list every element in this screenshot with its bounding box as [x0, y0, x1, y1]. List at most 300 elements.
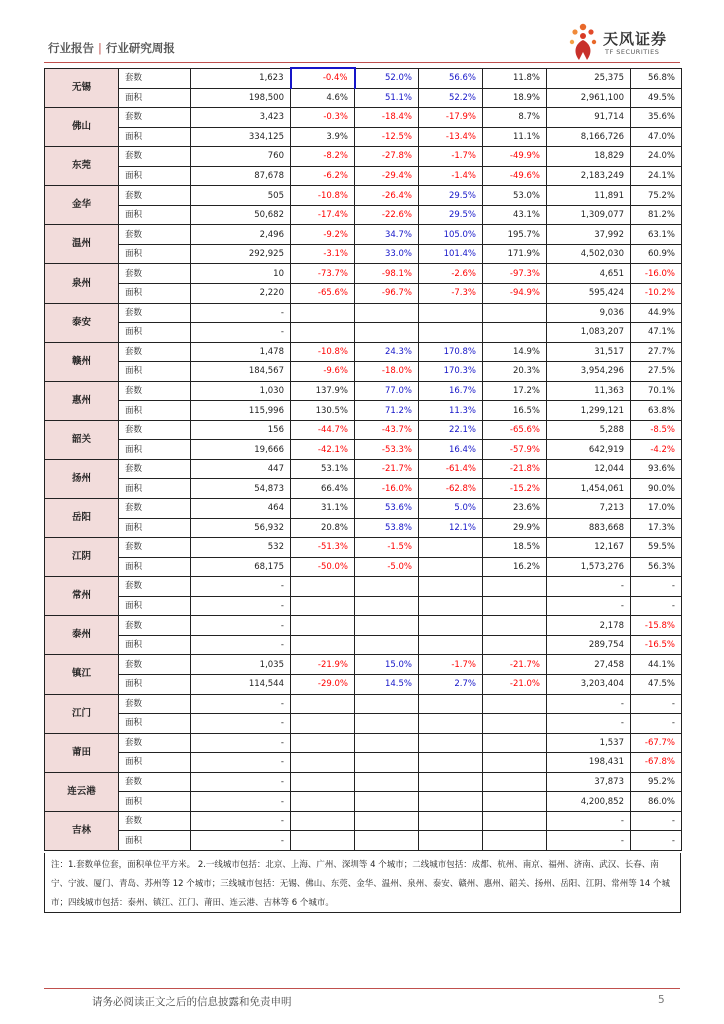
value-cell: 16.2% — [483, 557, 547, 577]
value-cell — [483, 577, 547, 597]
value-cell: 10 — [191, 264, 291, 284]
value-cell: - — [631, 577, 682, 597]
value-cell — [419, 714, 483, 734]
value-cell: 95.2% — [631, 772, 682, 792]
value-cell — [419, 811, 483, 831]
breadcrumb-separator: | — [98, 41, 102, 55]
table-row — [45, 225, 682, 245]
value-cell: 70.1% — [631, 381, 682, 401]
value-cell: -21.0% — [483, 674, 547, 694]
value-cell: 1,537 — [547, 733, 631, 753]
value-cell: 53.0% — [483, 186, 547, 206]
value-cell: 31,517 — [547, 342, 631, 362]
city-name-cell: 泉州 — [45, 264, 119, 303]
metric-label-cell: 面积 — [119, 127, 191, 147]
value-cell: -65.6% — [483, 420, 547, 440]
value-cell: -67.7% — [631, 733, 682, 753]
value-cell: 27,458 — [547, 655, 631, 675]
value-cell: -3.1% — [291, 244, 355, 264]
value-cell: -42.1% — [291, 440, 355, 460]
metric-label-cell: 面积 — [119, 518, 191, 538]
value-cell: -97.3% — [483, 264, 547, 284]
value-cell: -12.5% — [355, 127, 419, 147]
value-cell: -1.7% — [419, 147, 483, 167]
metric-label-cell: 套数 — [119, 459, 191, 479]
value-cell: - — [631, 831, 682, 851]
metric-label-cell: 面积 — [119, 557, 191, 577]
value-cell: -21.8% — [483, 459, 547, 479]
value-cell: -29.4% — [355, 166, 419, 186]
table-row — [45, 147, 682, 167]
value-cell: -21.7% — [483, 655, 547, 675]
city-name-cell: 常州 — [45, 577, 119, 616]
value-cell: -57.9% — [483, 440, 547, 460]
value-cell: 447 — [191, 459, 291, 479]
value-cell: 2,178 — [547, 616, 631, 636]
value-cell: -96.7% — [355, 284, 419, 304]
value-cell: - — [191, 733, 291, 753]
value-cell — [483, 596, 547, 616]
metric-label-cell: 面积 — [119, 362, 191, 382]
value-cell — [419, 577, 483, 597]
value-cell — [483, 635, 547, 655]
value-cell: 105.0% — [419, 225, 483, 245]
value-cell: 27.7% — [631, 342, 682, 362]
value-cell: -27.8% — [355, 147, 419, 167]
value-cell: -16.0% — [631, 264, 682, 284]
value-cell — [483, 811, 547, 831]
value-cell: - — [191, 323, 291, 343]
value-cell: 16.4% — [419, 440, 483, 460]
value-cell: - — [191, 577, 291, 597]
value-cell — [419, 753, 483, 773]
table-row — [45, 714, 682, 734]
value-cell: 171.9% — [483, 244, 547, 264]
value-cell — [483, 753, 547, 773]
value-cell: -26.4% — [355, 186, 419, 206]
value-cell: -10.2% — [631, 284, 682, 304]
value-cell: 77.0% — [355, 381, 419, 401]
value-cell — [355, 577, 419, 597]
value-cell: - — [631, 811, 682, 831]
value-cell: 2.7% — [419, 674, 483, 694]
value-cell: 11.3% — [419, 401, 483, 421]
value-cell: 29.5% — [419, 205, 483, 225]
metric-label-cell: 面积 — [119, 323, 191, 343]
value-cell: -98.1% — [355, 264, 419, 284]
value-cell: 114,544 — [191, 674, 291, 694]
disclaimer-text: 请务必阅读正文之后的信息披露和免责申明 — [92, 996, 292, 1008]
value-cell: -13.4% — [419, 127, 483, 147]
value-cell: 37,873 — [547, 772, 631, 792]
city-name-cell: 扬州 — [45, 459, 119, 498]
value-cell: - — [191, 635, 291, 655]
value-cell — [419, 831, 483, 851]
logo-flame-icon — [565, 22, 601, 62]
value-cell: 9,036 — [547, 303, 631, 323]
metric-label-cell: 套数 — [119, 811, 191, 831]
value-cell: -9.6% — [291, 362, 355, 382]
value-cell — [355, 811, 419, 831]
value-cell: 68,175 — [191, 557, 291, 577]
value-cell — [291, 792, 355, 812]
table-row — [45, 831, 682, 851]
table-row — [45, 108, 682, 128]
report-subtype: 行业研究周报 — [105, 41, 175, 55]
value-cell: - — [547, 694, 631, 714]
value-cell — [291, 303, 355, 323]
value-cell: - — [191, 753, 291, 773]
city-name-cell: 佛山 — [45, 108, 119, 147]
value-cell: 56,932 — [191, 518, 291, 538]
metric-label-cell: 套数 — [119, 577, 191, 597]
value-cell — [291, 714, 355, 734]
city-name-cell: 泰安 — [45, 303, 119, 342]
table-row — [45, 792, 682, 812]
value-cell: -21.9% — [291, 655, 355, 675]
value-cell: 2,220 — [191, 284, 291, 304]
value-cell: -2.6% — [419, 264, 483, 284]
value-cell — [419, 323, 483, 343]
value-cell: 18.9% — [483, 88, 547, 108]
table-row — [45, 694, 682, 714]
value-cell: 71.2% — [355, 401, 419, 421]
metric-label-cell: 套数 — [119, 381, 191, 401]
value-cell: - — [191, 811, 291, 831]
value-cell: 24.0% — [631, 147, 682, 167]
value-cell: 86.0% — [631, 792, 682, 812]
value-cell — [483, 323, 547, 343]
table-row — [45, 518, 682, 538]
value-cell: 12,167 — [547, 538, 631, 558]
value-cell — [419, 538, 483, 558]
value-cell — [291, 323, 355, 343]
table-row — [45, 577, 682, 597]
value-cell: -65.6% — [291, 284, 355, 304]
table-row — [45, 303, 682, 323]
metric-label-cell: 套数 — [119, 264, 191, 284]
value-cell: -15.8% — [631, 616, 682, 636]
value-cell: -73.7% — [291, 264, 355, 284]
value-cell — [355, 831, 419, 851]
value-cell: 18,829 — [547, 147, 631, 167]
metric-label-cell: 套数 — [119, 342, 191, 362]
city-name-cell: 惠州 — [45, 381, 119, 420]
value-cell: -18.0% — [355, 362, 419, 382]
table-row — [45, 538, 682, 558]
metric-label-cell: 面积 — [119, 205, 191, 225]
value-cell: 56.6% — [419, 68, 483, 88]
value-cell: -61.4% — [419, 459, 483, 479]
value-cell: 156 — [191, 420, 291, 440]
table-row — [45, 284, 682, 304]
value-cell — [355, 616, 419, 636]
value-cell: 56.8% — [631, 68, 682, 88]
metric-label-cell: 套数 — [119, 420, 191, 440]
metric-label-cell: 面积 — [119, 831, 191, 851]
value-cell: 12.1% — [419, 518, 483, 538]
table-row — [45, 205, 682, 225]
value-cell — [483, 714, 547, 734]
value-cell: 35.6% — [631, 108, 682, 128]
metric-label-cell: 面积 — [119, 753, 191, 773]
metric-label-cell: 面积 — [119, 792, 191, 812]
value-cell: - — [191, 772, 291, 792]
value-cell: 31.1% — [291, 499, 355, 519]
value-cell: - — [191, 714, 291, 734]
value-cell: 17.2% — [483, 381, 547, 401]
value-cell — [483, 303, 547, 323]
value-cell: -15.2% — [483, 479, 547, 499]
value-cell: 1,454,061 — [547, 479, 631, 499]
value-cell: 8.7% — [483, 108, 547, 128]
metric-label-cell: 套数 — [119, 694, 191, 714]
value-cell: - — [631, 714, 682, 734]
value-cell: 334,125 — [191, 127, 291, 147]
value-cell: 198,500 — [191, 88, 291, 108]
value-cell: -29.0% — [291, 674, 355, 694]
company-logo — [565, 22, 685, 62]
table-row — [45, 401, 682, 421]
city-name-cell: 韶关 — [45, 420, 119, 459]
value-cell — [419, 694, 483, 714]
value-cell: -1.7% — [419, 655, 483, 675]
value-cell: 66.4% — [291, 479, 355, 499]
value-cell: 5,288 — [547, 420, 631, 440]
metric-label-cell: 套数 — [119, 772, 191, 792]
value-cell — [419, 557, 483, 577]
value-cell: 29.5% — [419, 186, 483, 206]
metric-label-cell: 面积 — [119, 88, 191, 108]
value-cell: 24.1% — [631, 166, 682, 186]
value-cell — [291, 577, 355, 597]
value-cell — [291, 772, 355, 792]
breadcrumb — [48, 40, 175, 56]
value-cell: 53.8% — [355, 518, 419, 538]
value-cell — [483, 616, 547, 636]
value-cell — [419, 635, 483, 655]
value-cell: 14.5% — [355, 674, 419, 694]
value-cell: -50.0% — [291, 557, 355, 577]
value-cell: - — [631, 694, 682, 714]
metric-label-cell: 面积 — [119, 284, 191, 304]
header-divider — [44, 62, 680, 63]
table-row — [45, 459, 682, 479]
value-cell: - — [191, 596, 291, 616]
table-row — [45, 127, 682, 147]
value-cell: 595,424 — [547, 284, 631, 304]
metric-label-cell: 套数 — [119, 616, 191, 636]
value-cell: -6.2% — [291, 166, 355, 186]
value-cell: 14.9% — [483, 342, 547, 362]
value-cell: 47.1% — [631, 323, 682, 343]
value-cell: 1,030 — [191, 381, 291, 401]
value-cell: 101.4% — [419, 244, 483, 264]
value-cell: -62.8% — [419, 479, 483, 499]
table-row — [45, 88, 682, 108]
table-row — [45, 753, 682, 773]
value-cell: -9.2% — [291, 225, 355, 245]
value-cell — [355, 635, 419, 655]
table-row — [45, 772, 682, 792]
page-number: 5 — [658, 994, 665, 1006]
city-name-cell: 连云港 — [45, 772, 119, 811]
value-cell — [483, 694, 547, 714]
value-cell: 7,213 — [547, 499, 631, 519]
value-cell: 50,682 — [191, 205, 291, 225]
value-cell: 24.3% — [355, 342, 419, 362]
value-cell: 91,714 — [547, 108, 631, 128]
metric-label-cell: 面积 — [119, 635, 191, 655]
city-name-cell: 泰州 — [45, 616, 119, 655]
value-cell: - — [191, 792, 291, 812]
value-cell: 2,961,100 — [547, 88, 631, 108]
value-cell: 54,873 — [191, 479, 291, 499]
value-cell: 44.1% — [631, 655, 682, 675]
value-cell: 11,363 — [547, 381, 631, 401]
metric-label-cell: 面积 — [119, 714, 191, 734]
value-cell — [419, 772, 483, 792]
metric-label-cell: 面积 — [119, 401, 191, 421]
value-cell: 51.1% — [355, 88, 419, 108]
value-cell: - — [191, 303, 291, 323]
table-row — [45, 264, 682, 284]
value-cell: - — [547, 831, 631, 851]
value-cell: 44.9% — [631, 303, 682, 323]
table-row — [45, 596, 682, 616]
value-cell — [355, 596, 419, 616]
value-cell: -8.5% — [631, 420, 682, 440]
city-name-cell: 金华 — [45, 186, 119, 225]
value-cell: 1,478 — [191, 342, 291, 362]
metric-label-cell: 套数 — [119, 225, 191, 245]
table-row — [45, 68, 682, 88]
table-row — [45, 733, 682, 753]
value-cell: 63.8% — [631, 401, 682, 421]
city-sales-table — [44, 67, 682, 851]
value-cell: 60.9% — [631, 244, 682, 264]
value-cell: 75.2% — [631, 186, 682, 206]
value-cell: 59.5% — [631, 538, 682, 558]
value-cell: 16.7% — [419, 381, 483, 401]
value-cell: 16.5% — [483, 401, 547, 421]
logo-text: 天风证券 — [603, 30, 668, 48]
table-row — [45, 362, 682, 382]
metric-label-cell: 套数 — [119, 499, 191, 519]
metric-label-cell: 面积 — [119, 674, 191, 694]
metric-label-cell: 套数 — [119, 303, 191, 323]
city-name-cell: 无锡 — [45, 68, 119, 108]
value-cell: 3.9% — [291, 127, 355, 147]
value-cell: 642,919 — [547, 440, 631, 460]
value-cell: 3,423 — [191, 108, 291, 128]
table-row — [45, 323, 682, 343]
value-cell — [419, 596, 483, 616]
value-cell: -44.7% — [291, 420, 355, 440]
value-cell: - — [547, 811, 631, 831]
city-name-cell: 江门 — [45, 694, 119, 733]
table-row — [45, 479, 682, 499]
value-cell — [419, 792, 483, 812]
value-cell: 115,996 — [191, 401, 291, 421]
value-cell: 11.1% — [483, 127, 547, 147]
value-cell: 170.8% — [419, 342, 483, 362]
value-cell: 18.5% — [483, 538, 547, 558]
value-cell — [355, 714, 419, 734]
table-row — [45, 420, 682, 440]
value-cell — [355, 772, 419, 792]
value-cell: 17.3% — [631, 518, 682, 538]
value-cell: 3,203,404 — [547, 674, 631, 694]
city-name-cell: 温州 — [45, 225, 119, 264]
value-cell: 195.7% — [483, 225, 547, 245]
footer-divider — [44, 988, 680, 989]
logo-subtext: TF SECURITIES — [605, 48, 660, 56]
value-cell: -10.8% — [291, 342, 355, 362]
value-cell: -16.5% — [631, 635, 682, 655]
value-cell: -43.7% — [355, 420, 419, 440]
value-cell — [291, 596, 355, 616]
value-cell: 22.1% — [419, 420, 483, 440]
value-cell — [291, 635, 355, 655]
value-cell: 292,925 — [191, 244, 291, 264]
value-cell: 532 — [191, 538, 291, 558]
value-cell: 81.2% — [631, 205, 682, 225]
value-cell: 52.2% — [419, 88, 483, 108]
value-cell: - — [191, 616, 291, 636]
value-cell: -49.9% — [483, 147, 547, 167]
table-row — [45, 674, 682, 694]
value-cell: -10.8% — [291, 186, 355, 206]
city-name-cell: 东莞 — [45, 147, 119, 186]
table-footnote: 注：1.套数单位套，面积单位平方米。 2.一线城市包括：北京、上海、广州、深圳等 4 个城市；二线城市包括：成都、杭州、南京、福州、济南、武汉、长春、南宁、宁波、厦门、青岛、苏州等 12 个城市；三线城市包括：无锡、佛山、东莞、金华、温州、泉州、泰安、赣州、惠州、韶关、扬州、岳阳、江阴、常州等 14 个城市；四线城市包括：泰州、镇江、江门、莆田、连云港、吉林等 6 个城市。 — [44, 853, 681, 913]
value-cell: - — [631, 596, 682, 616]
metric-label-cell: 套数 — [119, 108, 191, 128]
metric-label-cell: 面积 — [119, 244, 191, 264]
value-cell: - — [191, 831, 291, 851]
value-cell: 4.6% — [291, 88, 355, 108]
value-cell: -0.3% — [291, 108, 355, 128]
table-row — [45, 557, 682, 577]
city-name-cell: 吉林 — [45, 811, 119, 850]
value-cell: 47.0% — [631, 127, 682, 147]
value-cell — [355, 694, 419, 714]
value-cell: 184,567 — [191, 362, 291, 382]
value-cell: -67.8% — [631, 753, 682, 773]
city-name-cell: 江阴 — [45, 538, 119, 577]
value-cell: 87,678 — [191, 166, 291, 186]
value-cell: -1.4% — [419, 166, 483, 186]
value-cell — [291, 616, 355, 636]
value-cell: 19,666 — [191, 440, 291, 460]
value-cell — [355, 733, 419, 753]
metric-label-cell: 面积 — [119, 596, 191, 616]
value-cell — [355, 792, 419, 812]
metric-label-cell: 面积 — [119, 440, 191, 460]
value-cell: 5.0% — [419, 499, 483, 519]
value-cell: -49.6% — [483, 166, 547, 186]
value-cell — [291, 753, 355, 773]
value-cell: 23.6% — [483, 499, 547, 519]
value-cell: -17.9% — [419, 108, 483, 128]
table-row — [45, 342, 682, 362]
value-cell — [483, 831, 547, 851]
city-name-cell: 岳阳 — [45, 499, 119, 538]
value-cell: 3,954,296 — [547, 362, 631, 382]
table-row — [45, 166, 682, 186]
value-cell: -94.9% — [483, 284, 547, 304]
value-cell: -17.4% — [291, 205, 355, 225]
